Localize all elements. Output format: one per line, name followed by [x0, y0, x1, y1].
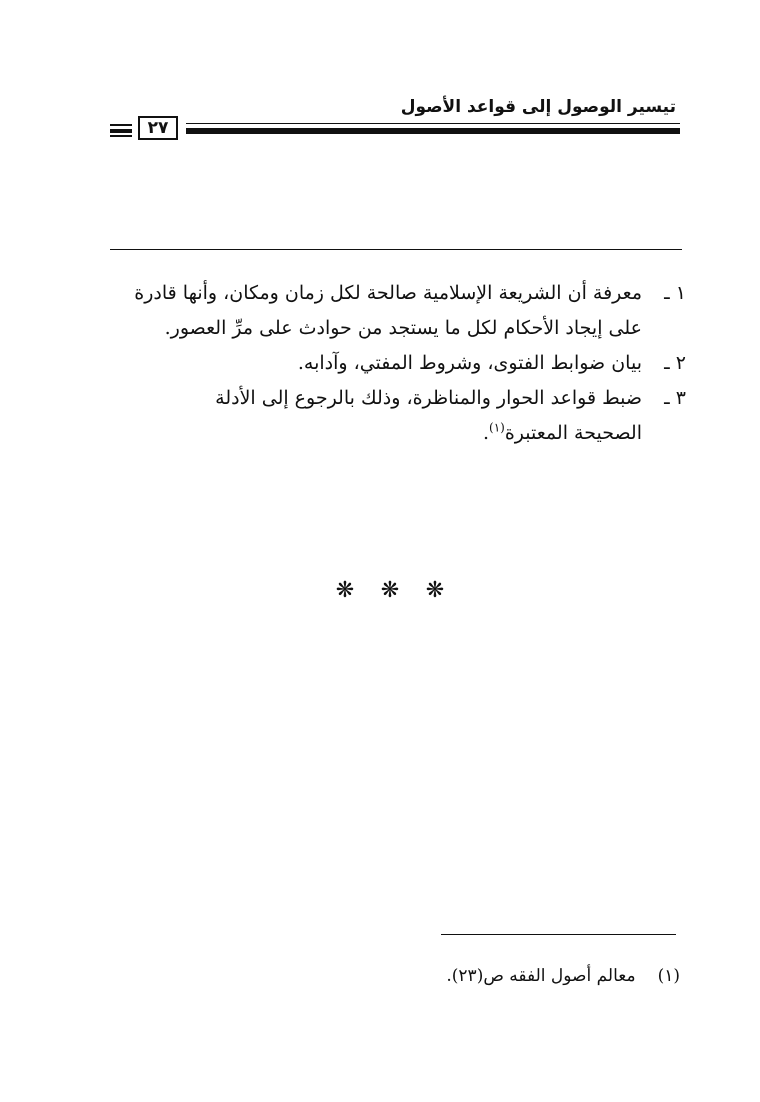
- footnote-reference[interactable]: (١): [489, 420, 505, 435]
- list-item-number: ٣ ـ: [664, 387, 686, 409]
- list-item-text: ضبط قواعد الحوار والمناظرة، وذلك بالرجوع إلى الأدلة: [215, 387, 642, 409]
- footnote-number: (١): [657, 966, 680, 986]
- list-item-text: معرفة أن الشريعة الإسلامية صالحة لكل زمان ومكان، وأنها قادرة: [134, 282, 642, 304]
- list-item-text: بيان ضوابط الفتوى، وشروط المفتي، وآدابه.: [297, 352, 642, 374]
- list-item-number: ٢ ـ: [664, 352, 686, 374]
- list-item: [106, 276, 686, 311]
- list-item-continuation: [106, 311, 686, 346]
- running-title: تيسير الوصول إلى قواعد الأصول: [400, 97, 676, 117]
- list-item-continuation: [106, 416, 686, 451]
- header-rule-thick: [186, 128, 680, 134]
- asterism-icon: ❋: [380, 578, 400, 603]
- page-number: ٢٧: [138, 116, 178, 140]
- body-divider: [110, 249, 682, 250]
- asterism-icon: ❋: [335, 578, 355, 603]
- list-item-end-punct: .: [482, 422, 490, 444]
- list-item-text: على إيجاد الأحكام لكل ما يستجد من حوادث على مرِّ العصور.: [164, 317, 642, 339]
- list-item-number: ١ ـ: [664, 282, 686, 304]
- list-item-text: الصحيحة المعتبرة: [504, 422, 642, 444]
- footnote-text: معالم أصول الفقه ص(٢٣).: [446, 966, 636, 986]
- section-separator: [330, 578, 450, 604]
- footnote-divider: [441, 934, 676, 935]
- asterism-icon: ❋: [425, 578, 445, 603]
- list-item: [106, 381, 686, 416]
- header-rule-thin: [186, 123, 680, 124]
- list-item-text-wrapper: [106, 416, 686, 451]
- numbered-list: [106, 276, 686, 451]
- header-ornament-bars: [110, 124, 132, 137]
- footnote: [446, 962, 680, 990]
- list-item: [106, 346, 686, 381]
